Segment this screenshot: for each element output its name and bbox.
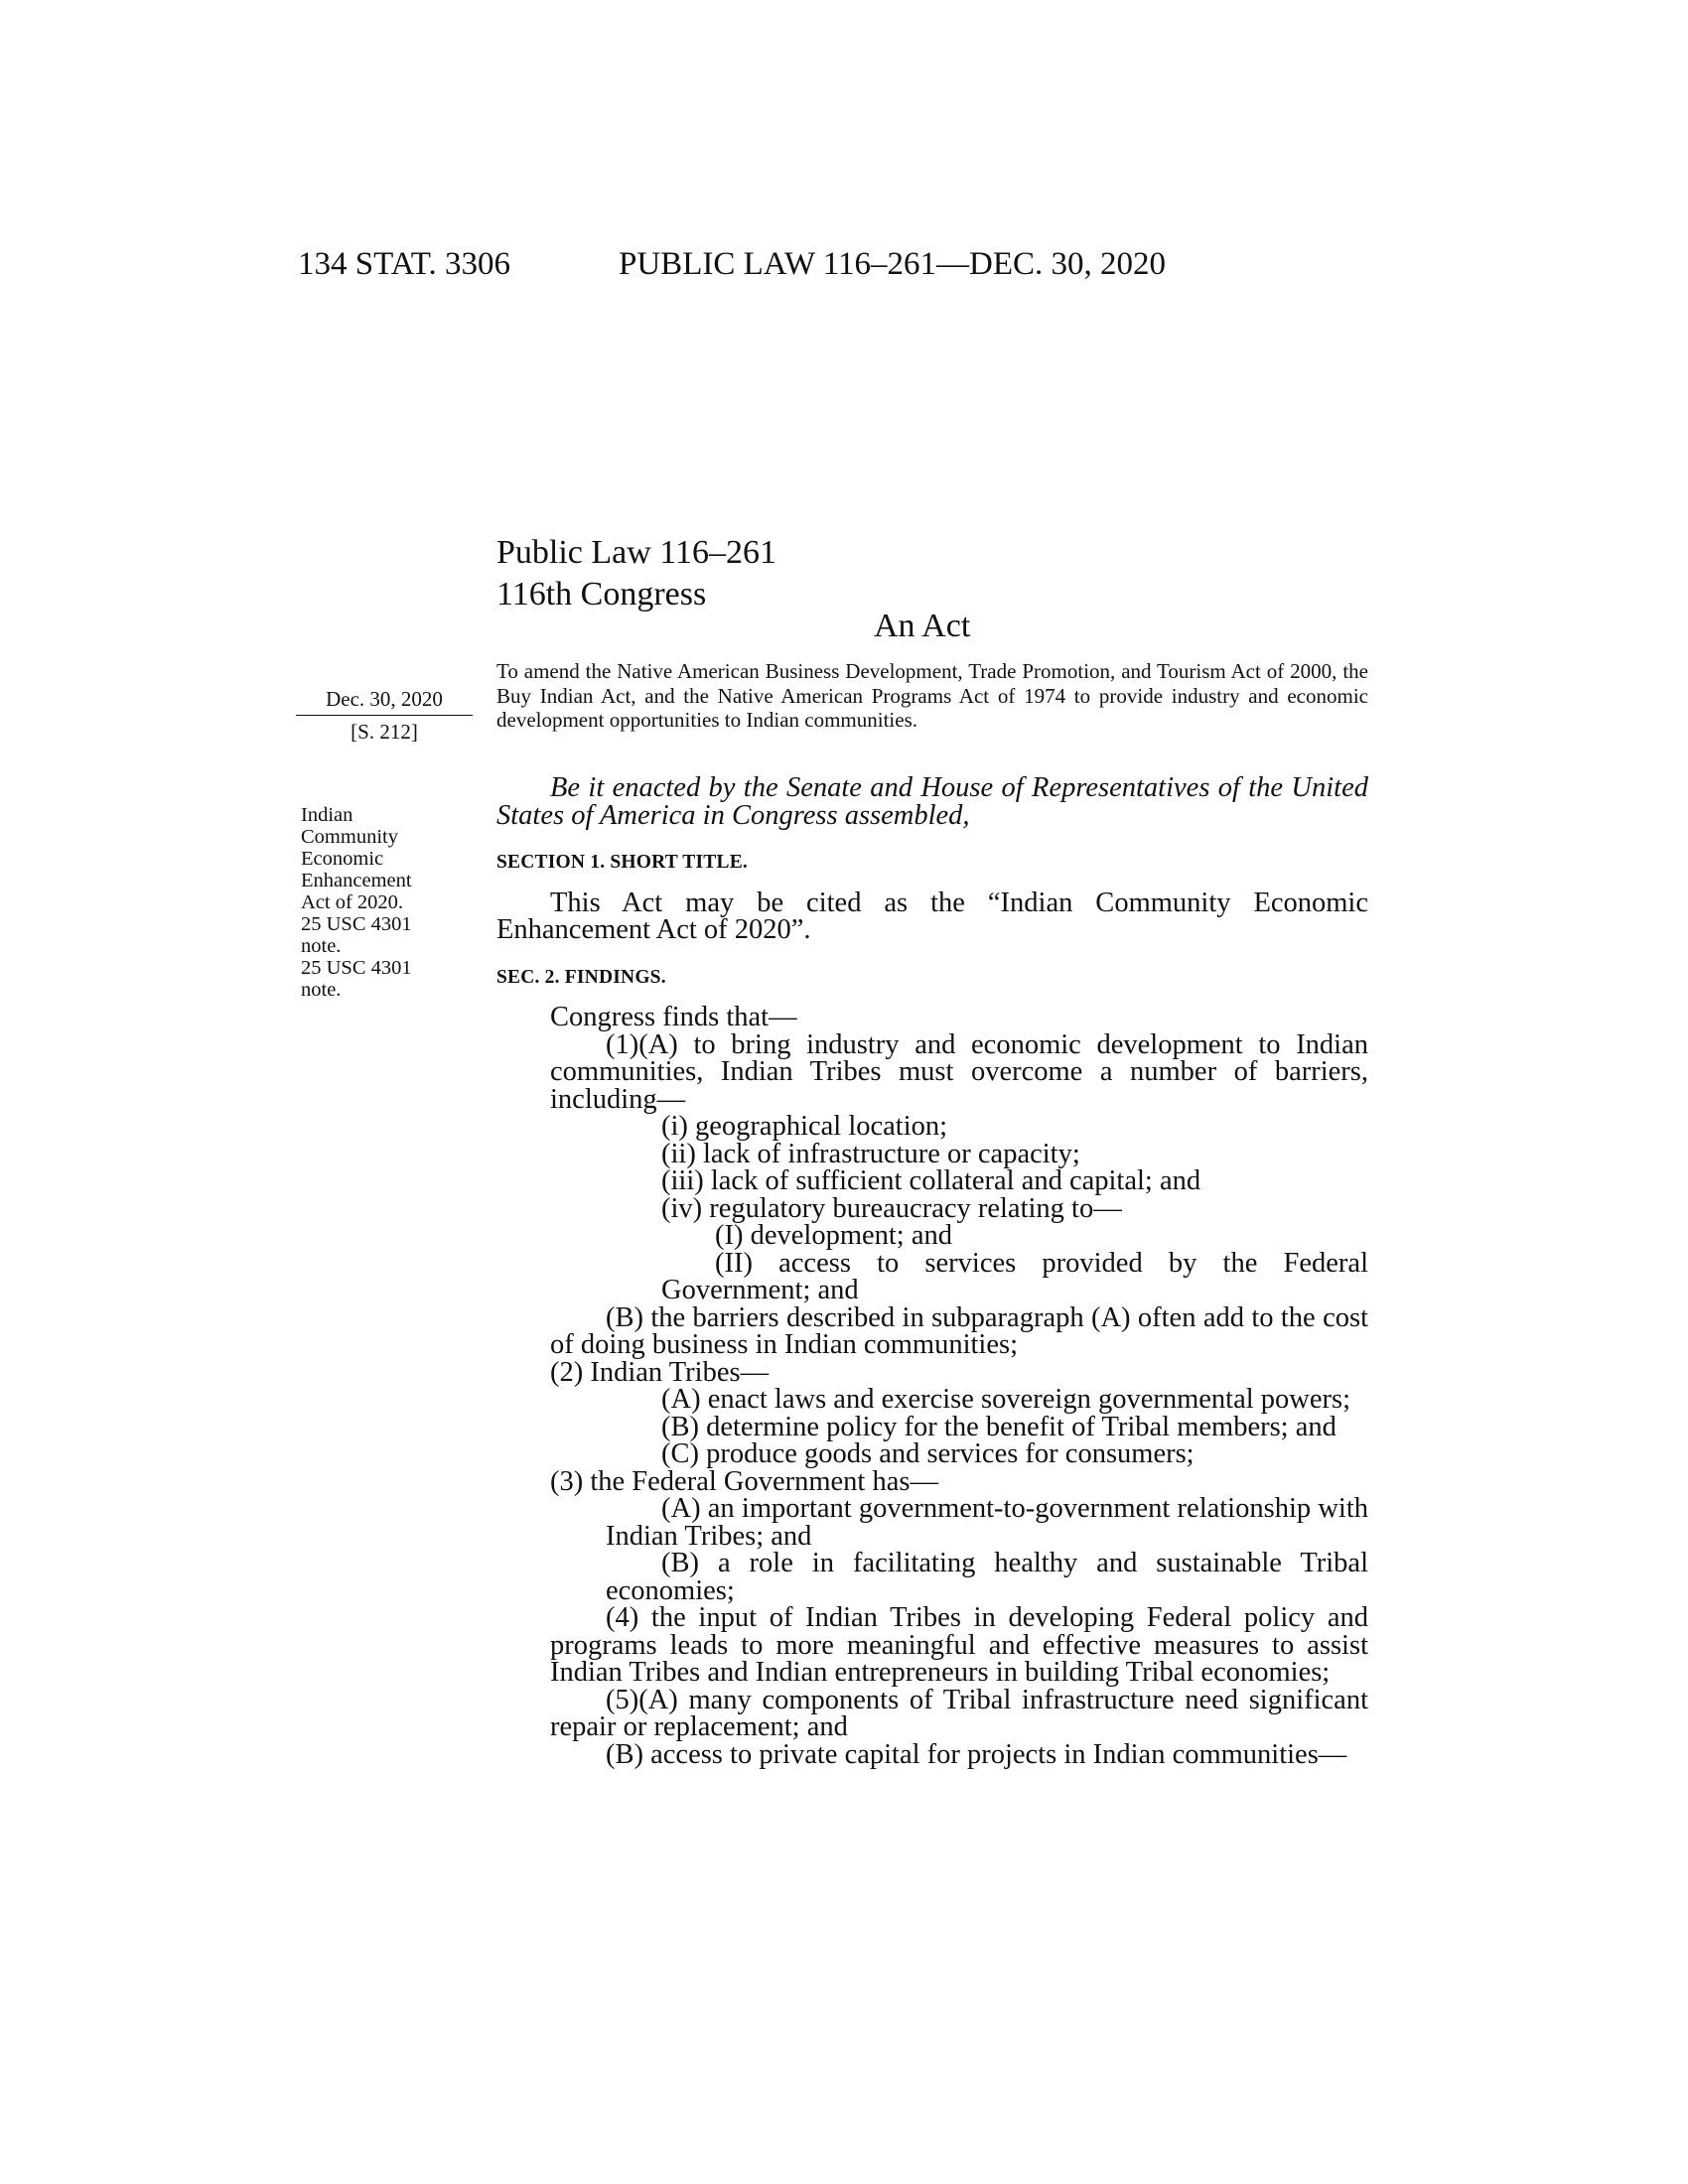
findings-intro: Congress finds that— <box>550 1002 797 1032</box>
section-2-heading: SEC. 2. FINDINGS. <box>496 966 666 988</box>
sidenote-rule <box>296 715 473 716</box>
finding-paragraph: (B) access to private capital for projects in Indian communities— <box>606 1738 1347 1770</box>
enactment-sidenote <box>296 685 473 746</box>
section-1-heading: SECTION 1. SHORT TITLE. <box>496 852 748 873</box>
finding-subparagraph: (C) produce goods and services for consumers; <box>661 1438 1195 1469</box>
congress-number: 116th Congress <box>496 576 707 613</box>
finding-subparagraph: (B) a role in facilitating healthy and sustainable Tribal economies; <box>606 1548 1368 1606</box>
finding-paragraph: (2) Indian Tribes— <box>550 1356 770 1388</box>
finding-clause: (ii) lack of infrastructure or capacity; <box>661 1138 1080 1169</box>
margin-notes <box>301 804 480 1001</box>
act-purpose: To amend the Native American Business Development, Trade Promotion, and Tourism Act of 2000, the Buy Indian Act, and the Native American Programs Act of 1974 to provide industry and economic development opportunities to Indian communities. <box>496 659 1368 732</box>
finding-clause: (iv) regulatory bureaucracy relating to— <box>661 1192 1122 1224</box>
stat-page-number: 134 STAT. 3306 <box>298 246 511 282</box>
margin-note: Economic <box>301 848 384 870</box>
finding-subclause: (I) development; and <box>715 1220 952 1251</box>
public-law-heading <box>496 532 776 615</box>
finding-paragraph: (1)(A) to bring industry and economic development to Indian communities, Indian Tribes must overcome a number of barriers, including— <box>550 1028 1368 1115</box>
finding-subparagraph: (A) an important government-to-government relationship with Indian Tribes; and <box>606 1493 1368 1552</box>
margin-note: Act of 2020. <box>301 891 404 913</box>
margin-note: note. <box>301 935 342 957</box>
finding-subclause: (II) access to services provided by the Federal Government; and <box>661 1247 1368 1305</box>
margin-note: Community <box>301 826 398 848</box>
margin-note: Indian <box>301 804 353 826</box>
section-1-text: This Act may be cited as the “Indian Community Economic Enhancement Act of 2020”. <box>496 887 1368 945</box>
public-law-number: Public Law 116–261 <box>496 534 777 571</box>
enactment-date: Dec. 30, 2020 <box>326 687 443 711</box>
finding-paragraph: (4) the input of Indian Tribes in developing Federal policy and programs leads to more meaningful and effective measures to assist Indian Tribes and Indian entrepreneurs in building Tribal economies; <box>550 1602 1368 1688</box>
margin-note: 25 USC 4301 <box>301 957 412 979</box>
an-act-title: An Act <box>874 608 971 644</box>
margin-note: Enhancement <box>301 870 412 891</box>
margin-note: note. <box>301 979 342 1001</box>
bill-number: [S. 212] <box>351 720 418 744</box>
finding-clause: (i) geographical location; <box>661 1111 948 1142</box>
finding-paragraph: (B) the barriers described in subparagraph (A) often add to the cost of doing business in Indian communities; <box>550 1301 1368 1360</box>
margin-note: 25 USC 4301 <box>301 913 412 935</box>
act-body <box>496 774 1368 1768</box>
law-and-date: PUBLIC LAW 116–261—DEC. 30, 2020 <box>619 246 1167 282</box>
finding-subparagraph: (A) enact laws and exercise sovereign governmental powers; <box>661 1384 1351 1415</box>
finding-paragraph: (5)(A) many components of Tribal infrastructure need significant repair or replacement; and <box>550 1684 1368 1742</box>
finding-subparagraph: (B) determine policy for the benefit of Tribal members; and <box>661 1411 1336 1442</box>
enacting-clause: Be it enacted by the Senate and House of Representatives of the United States of America in Congress assembled, <box>496 772 1368 831</box>
finding-clause: (iii) lack of sufficient collateral and capital; and <box>661 1165 1201 1196</box>
finding-paragraph: (3) the Federal Government has— <box>550 1465 938 1497</box>
